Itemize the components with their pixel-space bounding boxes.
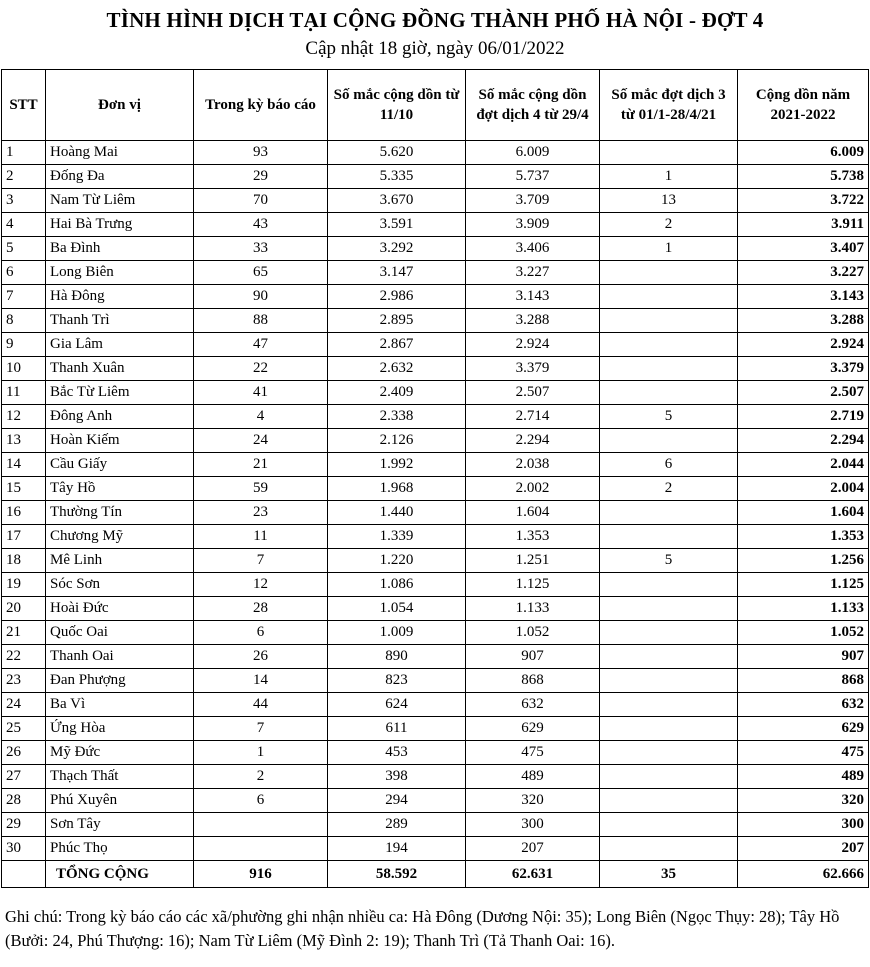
cell-wave4: 1.133	[466, 597, 600, 621]
cell-year-total: 6.009	[738, 141, 869, 165]
cell-wave3: 6	[600, 453, 738, 477]
cell-year-total: 1.604	[738, 501, 869, 525]
cell-unit: Phú Xuyên	[46, 789, 194, 813]
header-wave4: Số mắc cộng dồn đợt dịch 4 từ 29/4	[466, 70, 600, 141]
cell-unit: Sóc Sơn	[46, 573, 194, 597]
cell-year-total: 1.256	[738, 549, 869, 573]
table-row	[2, 261, 869, 285]
cell-year-total: 475	[738, 741, 869, 765]
cell-period: 44	[194, 693, 328, 717]
cell-stt: 11	[2, 381, 46, 405]
cell-wave3	[600, 357, 738, 381]
cell-period: 26	[194, 645, 328, 669]
cell-since-1110: 1.339	[328, 525, 466, 549]
cell-wave4: 1.125	[466, 573, 600, 597]
summary-total: 62.666	[738, 861, 869, 888]
table-row	[2, 285, 869, 309]
cell-since-1110: 3.670	[328, 189, 466, 213]
cell-wave3	[600, 285, 738, 309]
cell-year-total: 3.379	[738, 357, 869, 381]
cell-unit: Thanh Oai	[46, 645, 194, 669]
cell-unit: Quốc Oai	[46, 621, 194, 645]
cell-year-total: 300	[738, 813, 869, 837]
cell-period	[194, 837, 328, 861]
cell-wave3	[600, 693, 738, 717]
table-row	[2, 741, 869, 765]
cell-stt: 1	[2, 141, 46, 165]
cell-since-1110: 3.292	[328, 237, 466, 261]
cell-wave4: 3.143	[466, 285, 600, 309]
cell-since-1110: 3.147	[328, 261, 466, 285]
cell-wave4: 868	[466, 669, 600, 693]
table-row	[2, 213, 869, 237]
cell-since-1110: 2.338	[328, 405, 466, 429]
cell-year-total: 3.911	[738, 213, 869, 237]
cell-stt: 16	[2, 501, 46, 525]
cell-stt: 12	[2, 405, 46, 429]
cell-wave3: 1	[600, 165, 738, 189]
cell-stt: 6	[2, 261, 46, 285]
cell-since-1110: 2.126	[328, 429, 466, 453]
cell-stt: 25	[2, 717, 46, 741]
table-row	[2, 717, 869, 741]
cell-wave3	[600, 429, 738, 453]
cell-stt: 8	[2, 309, 46, 333]
cell-unit: Long Biên	[46, 261, 194, 285]
cell-since-1110: 624	[328, 693, 466, 717]
cell-since-1110: 1.054	[328, 597, 466, 621]
cell-since-1110: 2.895	[328, 309, 466, 333]
cell-wave4: 3.406	[466, 237, 600, 261]
cell-period: 93	[194, 141, 328, 165]
cell-wave3	[600, 333, 738, 357]
cell-year-total: 2.719	[738, 405, 869, 429]
cell-since-1110: 890	[328, 645, 466, 669]
cell-year-total: 2.044	[738, 453, 869, 477]
summary-wave4: 62.631	[466, 861, 600, 888]
cell-wave4: 3.709	[466, 189, 600, 213]
cell-wave4: 489	[466, 765, 600, 789]
cell-wave4: 629	[466, 717, 600, 741]
cell-wave4: 1.052	[466, 621, 600, 645]
cell-wave3	[600, 141, 738, 165]
cell-unit: Mỹ Đức	[46, 741, 194, 765]
cell-wave3	[600, 741, 738, 765]
header-since-1110: Số mắc cộng dồn từ 11/10	[328, 70, 466, 141]
cell-since-1110: 2.632	[328, 357, 466, 381]
cell-wave4: 207	[466, 837, 600, 861]
cell-unit: Hoàn Kiếm	[46, 429, 194, 453]
report-subtitle: Cập nhật 18 giờ, ngày 06/01/2022	[305, 38, 565, 59]
cell-unit: Đống Đa	[46, 165, 194, 189]
cell-wave4: 632	[466, 693, 600, 717]
summary-row	[2, 861, 869, 888]
table-row	[2, 405, 869, 429]
cell-wave4: 3.288	[466, 309, 600, 333]
cell-wave3: 1	[600, 237, 738, 261]
cell-period: 6	[194, 789, 328, 813]
cell-unit: Hà Đông	[46, 285, 194, 309]
cell-wave3: 2	[600, 477, 738, 501]
cell-wave4: 1.604	[466, 501, 600, 525]
cell-wave4: 2.002	[466, 477, 600, 501]
cell-wave4: 2.924	[466, 333, 600, 357]
table-row	[2, 477, 869, 501]
cell-unit: Hai Bà Trưng	[46, 213, 194, 237]
cell-period: 23	[194, 501, 328, 525]
cell-wave3	[600, 381, 738, 405]
cell-period: 33	[194, 237, 328, 261]
cell-since-1110: 294	[328, 789, 466, 813]
cell-year-total: 629	[738, 717, 869, 741]
cell-period: 28	[194, 597, 328, 621]
cell-unit: Mê Linh	[46, 549, 194, 573]
summary-label: TỔNG CỘNG	[46, 861, 194, 888]
cell-wave3	[600, 525, 738, 549]
cell-stt: 27	[2, 765, 46, 789]
cell-stt: 24	[2, 693, 46, 717]
cell-since-1110: 5.335	[328, 165, 466, 189]
cell-stt: 26	[2, 741, 46, 765]
cell-wave3	[600, 597, 738, 621]
cell-year-total: 1.125	[738, 573, 869, 597]
cell-period: 7	[194, 549, 328, 573]
cell-unit: Đông Anh	[46, 405, 194, 429]
cell-year-total: 489	[738, 765, 869, 789]
cell-wave4: 2.714	[466, 405, 600, 429]
table-row	[2, 381, 869, 405]
summary-stt	[2, 861, 46, 888]
cell-year-total: 2.294	[738, 429, 869, 453]
cell-period: 22	[194, 357, 328, 381]
cell-wave3	[600, 621, 738, 645]
cell-since-1110: 1.992	[328, 453, 466, 477]
cell-since-1110: 194	[328, 837, 466, 861]
cell-stt: 9	[2, 333, 46, 357]
header-stt: STT	[2, 70, 46, 141]
cell-stt: 5	[2, 237, 46, 261]
cell-wave3: 2	[600, 213, 738, 237]
table-row	[2, 669, 869, 693]
header-period: Trong kỳ báo cáo	[194, 70, 328, 141]
cell-stt: 15	[2, 477, 46, 501]
cell-since-1110: 1.009	[328, 621, 466, 645]
cell-period: 24	[194, 429, 328, 453]
cell-stt: 17	[2, 525, 46, 549]
cell-stt: 10	[2, 357, 46, 381]
cell-unit: Tây Hồ	[46, 477, 194, 501]
cell-period: 1	[194, 741, 328, 765]
cell-stt: 4	[2, 213, 46, 237]
cell-year-total: 2.004	[738, 477, 869, 501]
cell-stt: 22	[2, 645, 46, 669]
table-row	[2, 621, 869, 645]
cell-unit: Hoài Đức	[46, 597, 194, 621]
cell-unit: Đan Phượng	[46, 669, 194, 693]
table-row	[2, 453, 869, 477]
cell-wave4: 6.009	[466, 141, 600, 165]
cell-year-total: 1.353	[738, 525, 869, 549]
cell-stt: 21	[2, 621, 46, 645]
cell-since-1110: 289	[328, 813, 466, 837]
cell-stt: 18	[2, 549, 46, 573]
cell-since-1110: 611	[328, 717, 466, 741]
cell-period: 29	[194, 165, 328, 189]
cell-stt: 3	[2, 189, 46, 213]
cell-wave4: 5.737	[466, 165, 600, 189]
cell-period: 88	[194, 309, 328, 333]
cell-unit: Bắc Từ Liêm	[46, 381, 194, 405]
summary-wave3: 35	[600, 861, 738, 888]
cell-year-total: 320	[738, 789, 869, 813]
cell-since-1110: 2.867	[328, 333, 466, 357]
cell-year-total: 907	[738, 645, 869, 669]
table-row	[2, 813, 869, 837]
cell-since-1110: 5.620	[328, 141, 466, 165]
cell-wave3: 13	[600, 189, 738, 213]
cell-wave3	[600, 261, 738, 285]
table-row	[2, 237, 869, 261]
cell-period: 43	[194, 213, 328, 237]
cell-period: 21	[194, 453, 328, 477]
cell-year-total: 1.133	[738, 597, 869, 621]
cell-wave4: 475	[466, 741, 600, 765]
summary-period: 916	[194, 861, 328, 888]
cell-unit: Phúc Thọ	[46, 837, 194, 861]
table-row	[2, 549, 869, 573]
cell-year-total: 3.722	[738, 189, 869, 213]
cell-wave3	[600, 717, 738, 741]
cell-wave4: 2.294	[466, 429, 600, 453]
cell-year-total: 3.288	[738, 309, 869, 333]
cell-wave3	[600, 765, 738, 789]
cell-stt: 28	[2, 789, 46, 813]
table-row	[2, 597, 869, 621]
cell-period: 12	[194, 573, 328, 597]
cell-year-total: 207	[738, 837, 869, 861]
cell-unit: Chương Mỹ	[46, 525, 194, 549]
cell-wave3	[600, 501, 738, 525]
table-row	[2, 645, 869, 669]
table-row	[2, 789, 869, 813]
cell-period: 41	[194, 381, 328, 405]
cell-period: 65	[194, 261, 328, 285]
table-row	[2, 333, 869, 357]
cell-period: 7	[194, 717, 328, 741]
cell-wave4: 3.227	[466, 261, 600, 285]
cell-year-total: 2.507	[738, 381, 869, 405]
cell-unit: Gia Lâm	[46, 333, 194, 357]
table-row	[2, 309, 869, 333]
cell-year-total: 868	[738, 669, 869, 693]
cell-period: 2	[194, 765, 328, 789]
cell-wave3	[600, 837, 738, 861]
cell-wave4: 320	[466, 789, 600, 813]
table-row	[2, 501, 869, 525]
summary-since-1110: 58.592	[328, 861, 466, 888]
cell-since-1110: 2.986	[328, 285, 466, 309]
table-row	[2, 573, 869, 597]
cases-table	[1, 69, 869, 888]
cell-unit: Hoàng Mai	[46, 141, 194, 165]
table-row	[2, 141, 869, 165]
cell-year-total: 5.738	[738, 165, 869, 189]
cell-stt: 20	[2, 597, 46, 621]
cell-since-1110: 2.409	[328, 381, 466, 405]
cell-year-total: 632	[738, 693, 869, 717]
table-body	[2, 141, 869, 861]
cell-wave4: 2.507	[466, 381, 600, 405]
cell-unit: Thanh Trì	[46, 309, 194, 333]
table-row	[2, 189, 869, 213]
cell-period: 70	[194, 189, 328, 213]
cell-stt: 29	[2, 813, 46, 837]
cell-unit: Thạch Thất	[46, 765, 194, 789]
table-row	[2, 525, 869, 549]
cell-period: 47	[194, 333, 328, 357]
cell-since-1110: 1.968	[328, 477, 466, 501]
cell-since-1110: 453	[328, 741, 466, 765]
cell-wave4: 1.251	[466, 549, 600, 573]
table-header-row	[2, 70, 869, 141]
cell-period: 90	[194, 285, 328, 309]
cell-year-total: 3.227	[738, 261, 869, 285]
report-title: TÌNH HÌNH DỊCH TẠI CỘNG ĐỒNG THÀNH PHỐ HÀ NỘI - ĐỢT 4	[106, 8, 764, 32]
cell-wave3	[600, 573, 738, 597]
cell-period: 4	[194, 405, 328, 429]
cell-stt: 23	[2, 669, 46, 693]
cell-wave3	[600, 669, 738, 693]
cell-period: 14	[194, 669, 328, 693]
cell-wave4: 2.038	[466, 453, 600, 477]
cell-unit: Ba Đình	[46, 237, 194, 261]
cell-since-1110: 823	[328, 669, 466, 693]
table-row	[2, 429, 869, 453]
header-unit: Đơn vị	[46, 70, 194, 141]
cell-unit: Sơn Tây	[46, 813, 194, 837]
cell-wave4: 300	[466, 813, 600, 837]
cell-wave4: 3.379	[466, 357, 600, 381]
cell-since-1110: 398	[328, 765, 466, 789]
cell-period: 11	[194, 525, 328, 549]
cell-stt: 7	[2, 285, 46, 309]
cell-since-1110: 3.591	[328, 213, 466, 237]
cell-wave3: 5	[600, 549, 738, 573]
cell-wave4: 907	[466, 645, 600, 669]
cell-unit: Cầu Giấy	[46, 453, 194, 477]
cell-year-total: 3.143	[738, 285, 869, 309]
cell-stt: 2	[2, 165, 46, 189]
cell-wave3	[600, 645, 738, 669]
cell-wave3	[600, 813, 738, 837]
header-wave3: Số mắc đợt dịch 3 từ 01/1-28/4/21	[600, 70, 738, 141]
header-year-total: Cộng dồn năm 2021-2022	[738, 70, 869, 141]
cell-unit: Ứng Hòa	[46, 717, 194, 741]
cell-year-total: 3.407	[738, 237, 869, 261]
table-row	[2, 693, 869, 717]
cell-wave3	[600, 309, 738, 333]
cell-wave3: 5	[600, 405, 738, 429]
cell-unit: Thường Tín	[46, 501, 194, 525]
cell-year-total: 1.052	[738, 621, 869, 645]
cell-wave4: 3.909	[466, 213, 600, 237]
table-row	[2, 837, 869, 861]
cell-since-1110: 1.220	[328, 549, 466, 573]
footnote: Ghi chú: Trong kỳ báo cáo các xã/phường ghi nhận nhiều ca: Hà Đông (Dương Nội: 35); Long Biên (Ngọc Thụy: 28); Tây Hồ (Bưởi: 24, Phú Thượng: 16); Nam Từ Liêm (Mỹ Đình 2: 19); Thanh Trì (Tả Thanh Oai: 16).	[5, 907, 840, 950]
cell-year-total: 2.924	[738, 333, 869, 357]
table-row	[2, 357, 869, 381]
cell-period: 6	[194, 621, 328, 645]
cell-period: 59	[194, 477, 328, 501]
cell-unit: Nam Từ Liêm	[46, 189, 194, 213]
cell-period	[194, 813, 328, 837]
cell-stt: 30	[2, 837, 46, 861]
table-row	[2, 765, 869, 789]
cell-unit: Ba Vì	[46, 693, 194, 717]
cell-stt: 19	[2, 573, 46, 597]
cell-since-1110: 1.086	[328, 573, 466, 597]
table-row	[2, 165, 869, 189]
cell-stt: 14	[2, 453, 46, 477]
cell-wave3	[600, 789, 738, 813]
cell-since-1110: 1.440	[328, 501, 466, 525]
cell-wave4: 1.353	[466, 525, 600, 549]
cell-stt: 13	[2, 429, 46, 453]
cell-unit: Thanh Xuân	[46, 357, 194, 381]
